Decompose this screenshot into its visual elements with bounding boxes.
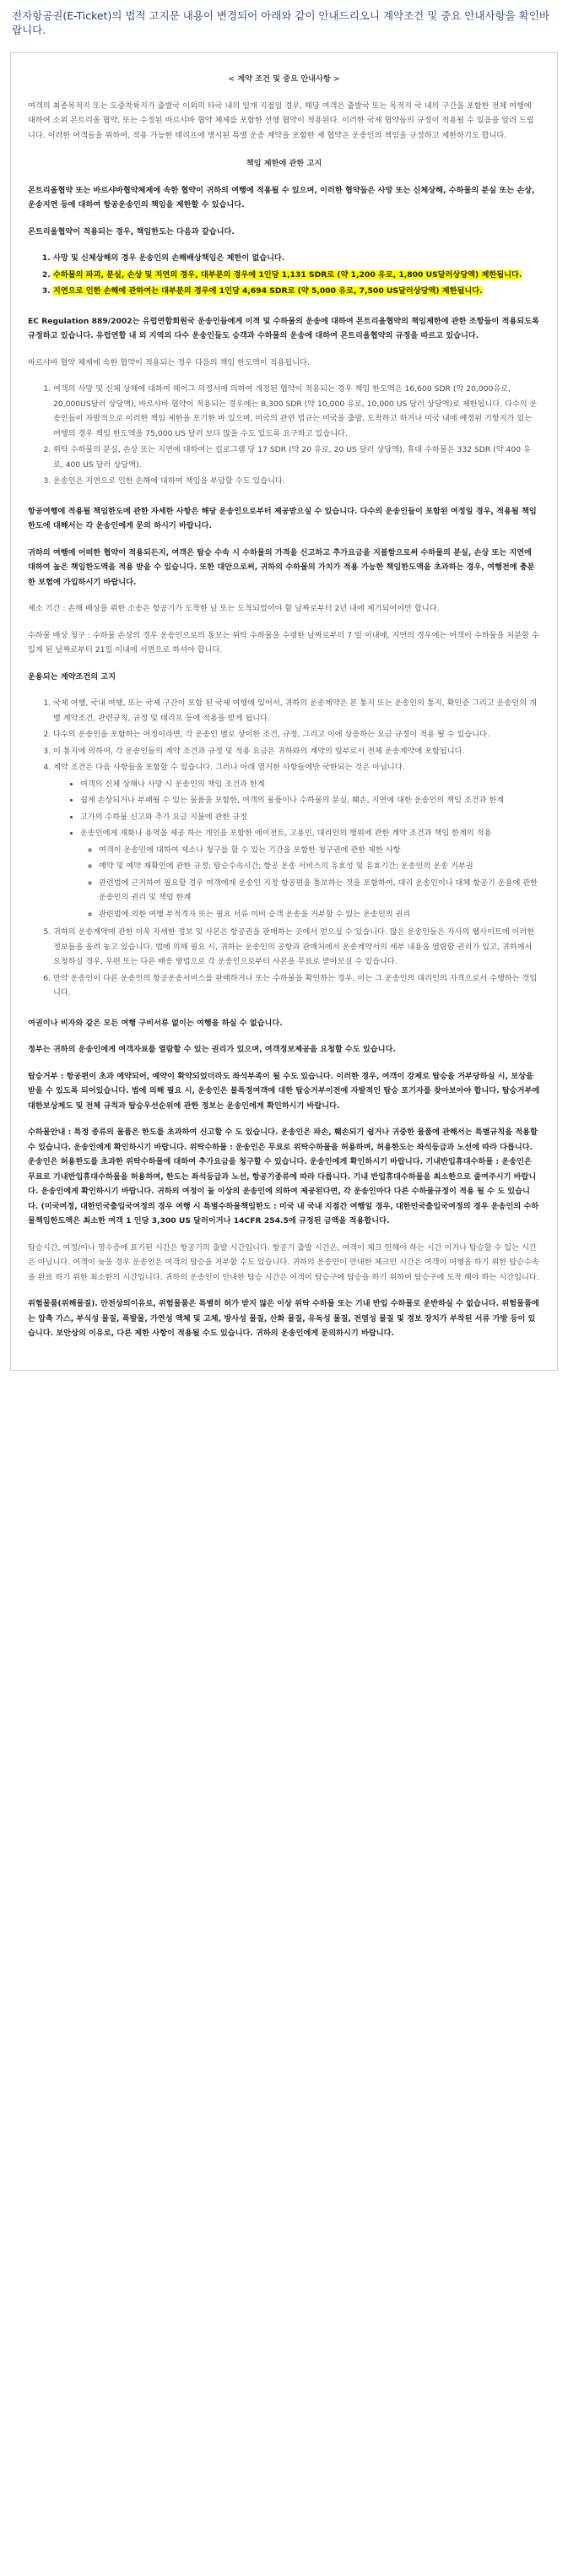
conditions-subbullet: ◦ 관련법에 의한 여행 부적격자 또는 필요 서류 미비 승객 운송을 거부할 수 있는 운송인의 권리	[99, 907, 540, 922]
claim-period-paragraph: 제소 기간 : 손해 배상을 위한 소송은 항공기가 도착한 날 또는 도착되었어야 할 날짜로부터 2년 내에 제기되어야만 합니다.	[28, 604, 440, 613]
conditions-list	[28, 696, 540, 1001]
warsaw-item: 2. 위탁 수하물의 분실, 손상 또는 지연에 대하여는 킬로그램 당 17 SDR (약 20 유로, 20 US 달러 상당액), 휴대 수하물은 332 SDR (약 400 유로, 400 US 달러 상당액).	[53, 443, 540, 472]
liability-title: 책임 제한에 관한 고지	[246, 159, 322, 168]
conditions-item: 6. 만약 운송인이 다른 운송인의 항공운송서비스를 판매하거나 또는 수하물을 확인하는 경우, 이는 그 운송인의 대리인의 자격으로서 수행하는 것입니다.	[53, 971, 540, 1001]
contract-paragraph-1: 항공여행에 적용될 책임한도에 관한 자세한 사항은 해당 운송인으로부터 제공받으실 수 있습니다. 다수의 운송인들이 포함된 여정일 경우, 적용될 책임한도에 대해서는 각 운송인에게 문의 하시기 바랍니다.	[28, 506, 537, 530]
conditions-title: 운용되는 계약조건의 고지	[28, 671, 116, 682]
conditions-item: 2. 다수의 운송인을 포함하는 여정이라면, 각 운송인 별로 상이한 조건, 규정, 그리고 이에 상응하는 요금 규정이 적용 될 수 있습니다.	[53, 727, 540, 742]
warsaw-intro: 바르샤바 협약 체제에 속한 협약이 적용되는 경우 다음의 책임 한도액이 적용됩니다.	[28, 357, 310, 367]
travel-documents-paragraph: 여권이나 비자와 같은 모든 여행 구비서류 없이는 여행을 하실 수 없습니다.	[28, 1018, 283, 1028]
conditions-item: 5. 귀하의 운송계약에 관한 더욱 자세한 정보 및 사본은 항공권을 판매하는 곳에서 얻으실 수 있습니다. 많은 운송인들은 자사의 웹사이트에 이러한 정보들을 올려 놓고 있습니다. 법에 의해 필요 시, 귀하는 운송인의 공항과 판매처에서 운송계약서의 세부 내용을 열람할 권리가 있고, 귀하께서 요청하실 경우, 우편 또는 다른 배송 방법으로 각 운송인으로부터 사본을 무료로 받아보실 수 있습니다.	[53, 925, 540, 970]
checkin-time-paragraph: 탑승시간, 여정/이나 영수증에 표기된 시간은 항공기의 출발 시간입니다. 항공기 출발 시간은, 여객이 체크 인해야 하는 시간 이거나 탑승할 수 있는 시간은 아닙니다. 여객이 늦을 경우 운송인은 여객의 탑승을 거부할 수도 있습니다. 귀하의 운송인이 안내한 체크인 시간은 여객이 여행을 하기 위한 탑승수속을 완료 하기 위한 최소한의 시간입니다. 귀하의 운송인이 안내한 탑승 시간은 여객이 탑승구에 탑승을 하기 위하여 탑승구에 도착 해야 하는 시간입니다.	[28, 1242, 539, 1282]
conditions-bullet: • 쉽게 손상되거나 부패될 수 있는 물품을 포함한, 여객의 물품이나 수하물의 분실, 훼손, 지연에 대한 운송인의 책임 조건과 한계	[80, 793, 540, 808]
warsaw-list	[28, 382, 540, 489]
dangerous-goods-paragraph: 위험물품(위해물질). 안전상의이유로, 위험물품은 특별히 허가 받지 않은 이상 위탁 수하물 또는 기내 반입 수하물로 운반하실 수 없습니다. 위험물품에는 압축 가스, 부식성 물질, 폭발물, 가연성 액체 및 고체, 방사성 물질, 산화 물질, 유독성 물질, 전염성 물질 및 경보 장치가 부착된 서류 가방 등이 있습니다. 보안상의 이유로, 다른 제한 사항이 적용될 수도 있습니다. 귀하의 운송인에게 문의하시기 바랍니다.	[28, 1299, 539, 1338]
montreal-item: 2. 수하물의 파괴, 분실, 손상 및 지연의 경우, 대부분의 경우에 1인당 1,131 SDR로 (약 1,200 유로, 1,800 US달러상당액) 제한됩니다.	[53, 268, 540, 283]
conditions-item: 4. 계약 조건은 다음 사항들을 포함할 수 있습니다. 그러나 아래 열거한 사항들에만 국한되는 것은 아닙니다. • 여객의 신체 상해나 사망 시 운송인의 책임 조건과 한계 • 쉽게 손상되거나 부패될 수 있는 물품을 포함한, 여객의 물품이나 수하물의 분실, 훼손, 지연에 대한 운송인의 책임 조건과 한계 • 고가의 수하물 신고와 추가 요금 지불에 관한 규정 • 운송인에게 재화나 용역을 제공 하는 개인을 포함한 에이전트, 고용인, 대리인의 행위에 관한 계약 조건과 책임 한계의 적용 ◦ 여객이 운송인에 대하여 제소나 청구를 할 수 있는 기간을 포함한 청구권에 관한 제한 사항 ◦ 예약 및 예약 재확인에 관한 규정; 탑승수속시간; 항공 운송 서비스의 유효성 및 유효기간; 운송인의 운송 거부권 ◦ 관련법에 근거하여 필요할 경우 여객에게 운송인 지정 항공편을 통보하는 것을 포함하여, 대리 운송인이나 대체 항공기 운용에 관한 운송인의 권리 및 책임 한계 ◦ 관련법에 의한 여행 부적격자 또는 필요 서류 미비 승객 운송을 거부할 수 있는 운송인의 권리	[53, 760, 540, 921]
conditions-subbullet: ◦ 관련법에 근거하여 필요할 경우 여객에게 운송인 지정 항공편을 통보하는 것을 포함하여, 대리 운송인이나 대체 항공기 운용에 관한 운송인의 권리 및 책임 한계	[99, 876, 540, 905]
montreal-item: 3. 지연으로 인한 손해에 관하여는 대부분의 경우에 1인당 4,694 SDR로 (약 5,000 유로, 7,500 US달러상당액) 제한됩니다.	[53, 284, 540, 299]
terms-box	[10, 52, 558, 1371]
baggage-claim-paragraph: 수하물 배상 청구 : 수하물 손상의 경우 운송인으로의 통보는 위탁 수하물을 수령한 날짜로부터 7 일 이내에, 지연의 경우에는 여객이 수하물을 처분할 수 있게 된 날짜로부터 21일 이내에 서면으로 하셔야 합니다.	[28, 630, 539, 655]
montreal-list	[28, 251, 540, 299]
contract-paragraph-2: 귀하의 여행에 어떠한 협약이 적용되든지, 여객은 탑승 수속 시 수하물의 가격을 신고하고 추가요금을 지불함으로써 수하물의 분실, 손상 또는 지연에 대하여 높은 책임한도액을 적용 받을 수 있습니다. 또한 대안으로써, 귀하의 수하물의 가치가 적용 가능한 책임한도액을 초과하는 경우, 여행전에 충분한 보험에 가입하시기 바랍니다.	[28, 547, 535, 587]
denied-boarding-paragraph: 탑승거부 : 항공편이 초과 예약되어, 예약이 확약되었더라도 좌석부족이 될 수도 있습니다. 이러한 경우, 여객이 강제로 탑승을 거부당하실 시, 보상을 받을 수 있도록 되어있습니다. 법에 의해 필요 시, 운송인은 불특정여객에 대한 탑승거부이전에 자발적인 탑승 포기자를 찾아보아야 합니다. 탑승거부에 대한보상제도 및 전체 규칙과 탑승우선순위에 관한 정보는 운송인에게 확인하시기 바랍니다.	[28, 1071, 540, 1111]
montreal-paragraph: 몬트리올협약 또는 바르샤바협약체제에 속한 협약이 귀하의 여행에 적용될 수 있으며, 이러한 협약들은 사망 또는 신체상해, 수하물의 분실 또는 손상, 운송지연 등에 대하여 항공운송인의 책임을 제한할 수 있습니다.	[28, 185, 535, 209]
conditions-item: 3. 이 통지에 의하여, 각 운송인들의 계약 조건과 규정 및 적용 요금은 귀하와의 계약의 일부로서 전체 운송계약에 포함됩니다.	[53, 744, 540, 759]
terms-title: < 계약 조건 및 중요 안내사항 >	[228, 74, 340, 84]
montreal-intro: 몬트리올협약이 적용되는 경우, 책임한도는 다음과 같습니다.	[28, 226, 235, 236]
conditions-bullet: • 고가의 수하물 신고와 추가 요금 지불에 관한 규정	[80, 810, 540, 825]
montreal-item: 1. 사망 및 신체상해의 경우 운송인의 손해배상책임은 제한이 없습니다.	[53, 251, 540, 266]
intro-notice: 전자항공권(E-Ticket)의 법적 고지문 내용이 변경되어 아래와 같이 안내드리오니 계약조건 및 중요 안내사항을 확인바랍니다.	[12, 9, 549, 36]
conditions-bullet: • 여객의 신체 상해나 사망 시 운송인의 책임 조건과 한계	[80, 777, 540, 792]
conditions-subbullet: ◦ 여객이 운송인에 대하여 제소나 청구를 할 수 있는 기간을 포함한 청구권에 관한 제한 사항	[99, 843, 540, 858]
notice-paragraph: 여객의 최종목적지 또는 도중착륙지가 출발국 이외의 타국 내의 일개 지점일 경우, 해당 여객은 출발국 또는 목적지 국 내의 구간을 포함한 전체 여행에 대하여 소위 몬트리올 협약, 또는 수정된 바르샤바 협약 체제를 포함한 선행 협약이 적용된다. 이러한 국제 협약들의 규정이 적용될 수 있음을 알려 드립니다. 이러한 여객들을 위하여, 적용 가능한 태리프에 명시된 특별 운송 계약을 포함한 제 협약은 운송인의 책임을 규정하고 제한하기도 합니다.	[28, 101, 534, 140]
warsaw-item: 1. 여객의 사망 및 신체 상해에 대하여 헤이그 의정서에 의하여 개정된 협약이 적용되는 경우 책임 한도액은 16,600 SDR (약 20,000유로, 20,000US달러 상당액), 바르샤바 협약이 적용되는 경우에는 8,300 SDR (약 10,000 유로, 10,000 US 달러 상당액)로 제한됩니다. 다수의 운송인들이 자발적으로 이러한 책임 제한을 포기한 바 있으며, 미국의 관련 법규는 미국을 출발, 도착하고 하거나 미국 내에 예정된 기항지가 있는 여행의 경우 책임 한도액을 75,000 US 달러 보다 많을 수도 있도록 요구하고 있습니다.	[53, 382, 540, 441]
conditions-subbullets	[80, 843, 540, 922]
passenger-data-paragraph: 정부는 귀하의 운송인에게 여객자료를 열람할 수 있는 권리가 있으며, 여객정보제공을 요청할 수도 있습니다.	[28, 1045, 396, 1054]
conditions-subbullet: ◦ 예약 및 예약 재확인에 관한 규정; 탑승수속시간; 항공 운송 서비스의 유효성 및 유효기간; 운송인의 운송 거부권	[99, 859, 540, 874]
baggage-paragraph: 수하물안내 : 특정 종류의 물품은 한도를 초과하여 신고할 수 도 있습니다. 운송인은 파손, 훼손되기 쉽거나 귀중한 물품에 관해서는 특별규칙을 적용할 수 있습니다. 운송인에게 확인하시기 바랍니다. 위탁수하물 : 운송인은 무료로 위탁수하물을 허용하며, 허용한도는 좌석등급과 노선에 따라 다릅니다. 운송인은 허용한도를 초과한 위탁수하물에 대하여 추가요금을 청구할 수 있습니다. 운송인에게 확인하시기 바랍니다. 기내반입휴대수하물 : 운송인은 무료로 기내반입휴대수하물을 허용하며, 한도는 좌석등급과 노선, 항공기종류에 따라 다릅니다. 기내 반입휴대수하물을 최소한으로 줄여주시기 바랍니다. 운송인에게 확인하시기 바랍니다. 귀하의 여정이 둘 이상의 운송인에 의하여 제공된다면, 각 운송인마다 다른 수하물규정이 적용 될 수 도 있습니다. (미국여정, 대한민국출입국여정의 경우 여행 시 특별수하물책임한도 : 미국 내 국내 지점간 여행일 경우, 대한민국출입국여정의 경우 운송인의 수하물책임한도액은 최소한 여객 1 인당 3,300 US 달러이거나 14CFR 254.5에 규정된 금액을 적용합니다.	[28, 1128, 539, 1226]
ec-regulation-paragraph: EC Regulation 889/2002는 유럽연합회원국 운송인들에게 이적 및 수하물의 운송에 대하여 몬트리올협약의 책임제한에 관한 조항들이 적용되도록 규정하고 있습니다. 유럽연합 내 외 지역의 다수 운송인들도 승객과 수하물의 운송에 대하여 몬트리올협약의 규정을 따르고 있습니다.	[28, 316, 539, 340]
conditions-bullet: • 운송인에게 재화나 용역을 제공 하는 개인을 포함한 에이전트, 고용인, 대리인의 행위에 관한 계약 조건과 책임 한계의 적용 ◦ 여객이 운송인에 대하여 제소나 청구를 할 수 있는 기간을 포함한 청구권에 관한 제한 사항 ◦ 예약 및 예약 재확인에 관한 규정; 탑승수속시간; 항공 운송 서비스의 유효성 및 유효기간; 운송인의 운송 거부권 ◦ 관련법에 근거하여 필요할 경우 여객에게 운송인 지정 항공편을 통보하는 것을 포함하여, 대리 운송인이나 대체 항공기 운용에 관한 운송인의 권리 및 책임 한계 ◦ 관련법에 의한 여행 부적격자 또는 필요 서류 미비 승객 운송을 거부할 수 있는 운송인의 권리	[80, 826, 540, 921]
conditions-bullets	[53, 777, 540, 922]
warsaw-item: 3. 운송인은 지연으로 인한 손해에 대하여 책임을 부담할 수도 있습니다.	[53, 474, 540, 489]
conditions-item: 1. 국제 여행, 국내 여행, 또는 국제 구간이 포함 된 국제 여행에 있어서, 귀하의 운송계약은 본 통지 또는 운송인의 통지, 확인증 그리고 운송인의 개별 계약조건, 관련규칙, 규정 및 태리프 등에 적용을 받게 됩니다.	[53, 696, 540, 726]
